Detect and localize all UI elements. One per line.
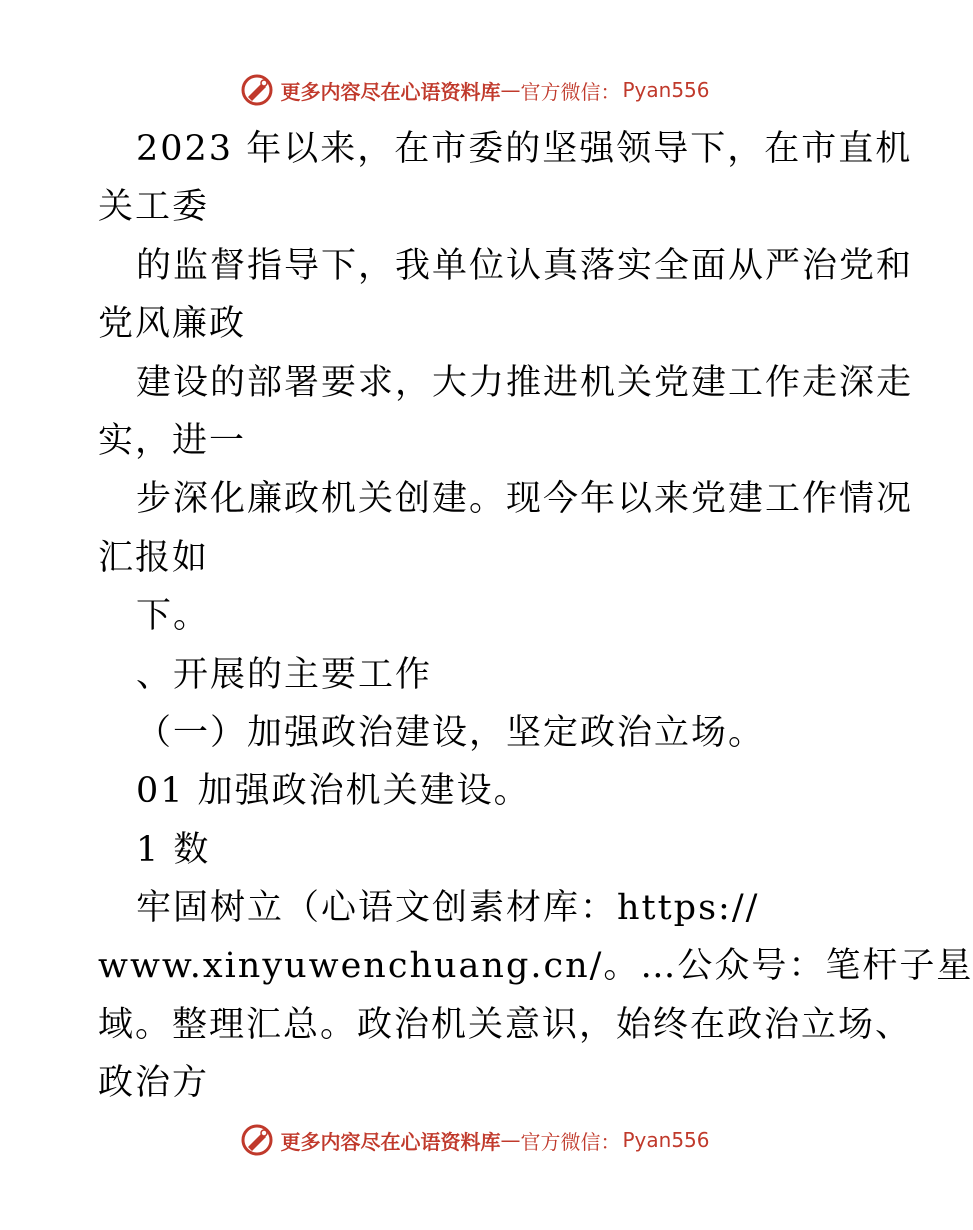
section-heading: 、开展的主要工作: [136, 654, 433, 695]
text-line: 牢固树立（心语文创素材库：https://: [136, 888, 760, 929]
footer-watermark-banner: [0, 1118, 950, 1162]
text-line: 下。: [136, 596, 211, 637]
logo-icon: [240, 73, 274, 107]
header-watermark-banner: [0, 68, 950, 112]
text-line: 步深化廉政机关创建。现今年以来党建工作情况: [136, 479, 914, 520]
text-line: 域。整理汇总。政治机关意识，始终在政治立场、: [98, 1004, 913, 1045]
footer-banner-main: 更多内容尽在心语资料库: [280, 1129, 501, 1154]
footer-banner-sub: 官方微信：: [520, 1129, 621, 1154]
text-line: 的监督指导下，我单位认真落实全面从严治党和: [136, 245, 914, 286]
text-line: 关工委: [98, 187, 210, 228]
text-line: 汇报如: [98, 537, 210, 578]
header-banner-handle: Pyan556: [622, 78, 710, 102]
subsection-heading: （一）加强政治建设，坚定政治立场。: [136, 712, 766, 753]
text-line: 政治方: [98, 1063, 210, 1104]
text-line: 建设的部署要求，大力推进机关党建工作走深走: [136, 362, 914, 403]
text-line: www.xinyuwenchuang.cn/。…公众号：笔杆子星: [98, 946, 973, 987]
logo-icon: [240, 1123, 274, 1157]
footer-banner-handle: Pyan556: [622, 1128, 710, 1152]
header-banner-sub: 官方微信：: [520, 79, 621, 104]
item-heading: 01 加强政治机关建设。: [136, 771, 531, 812]
document-body: [98, 120, 973, 1113]
header-banner-dash: —: [500, 78, 521, 102]
text-line: 1 数: [136, 829, 211, 870]
text-line: 党风廉政: [98, 304, 247, 345]
footer-banner-dash: —: [500, 1128, 521, 1152]
header-banner-main: 更多内容尽在心语资料库: [280, 79, 501, 104]
text-line: 2023 年以来，在市委的坚强领导下，在市直机: [136, 129, 913, 169]
text-line: 实，进一: [98, 420, 247, 461]
